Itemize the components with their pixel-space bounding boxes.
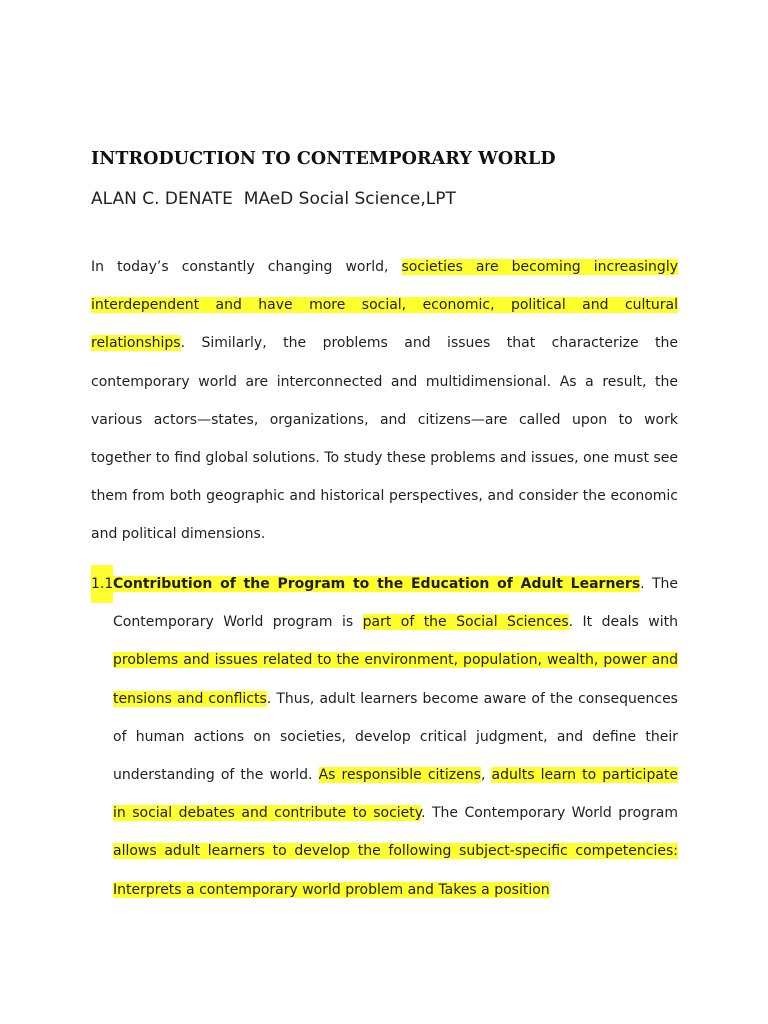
- section-highlight-1: part of the Social Sciences: [362, 614, 569, 631]
- section-highlight-4: adults learn to participate in social debates and contribute to society: [113, 767, 679, 822]
- section-text-5: . The Contemporary World program: [421, 805, 679, 822]
- section-number: 1.1: [91, 565, 113, 603]
- section-paragraph: [113, 565, 678, 909]
- section-highlight-3: As responsible citizens: [318, 767, 481, 784]
- section-text-3: . Thus, adult learners become aware of the consequences of human actions on societies, develop critical judgment, and define their understanding of the world.: [113, 690, 678, 784]
- author-line: ALAN C. DENATE MAeD Social Science,LPT: [91, 189, 456, 209]
- document-title: INTRODUCTION TO CONTEMPORARY WORLD: [91, 149, 556, 169]
- section-text-4: ,: [480, 767, 492, 784]
- section-highlight-2: problems and issues related to the environment, population, wealth, power and tensions and conflicts: [113, 652, 678, 707]
- section-text-2: . It deals with: [568, 614, 678, 631]
- section-heading: Contribution of the Program to the Education of Adult Learners: [113, 576, 641, 592]
- intro-text-1: In today’s constantly changing world,: [91, 259, 402, 275]
- intro-paragraph: [91, 248, 678, 554]
- section-highlight-5: allows adult learners to develop the following subject-specific competencies: Interprets a contemporary world problem and Takes a position: [113, 843, 678, 898]
- intro-text-2: . Similarly, the problems and issues that characterize the contemporary world are interconnected and multidimensional. As a result, the various actors—states, organizations, and citizens—are called upon to work together to find global solutions. To study these problems and issues, one must see them from both geographic and historical perspectives, and consider the economic and political dimensions.: [91, 335, 678, 543]
- section-text-1: . The Contemporary World program is: [113, 576, 678, 631]
- intro-highlight-1: societies are becoming increasingly interdependent and have more social, economic, political and cultural relationships: [91, 259, 678, 352]
